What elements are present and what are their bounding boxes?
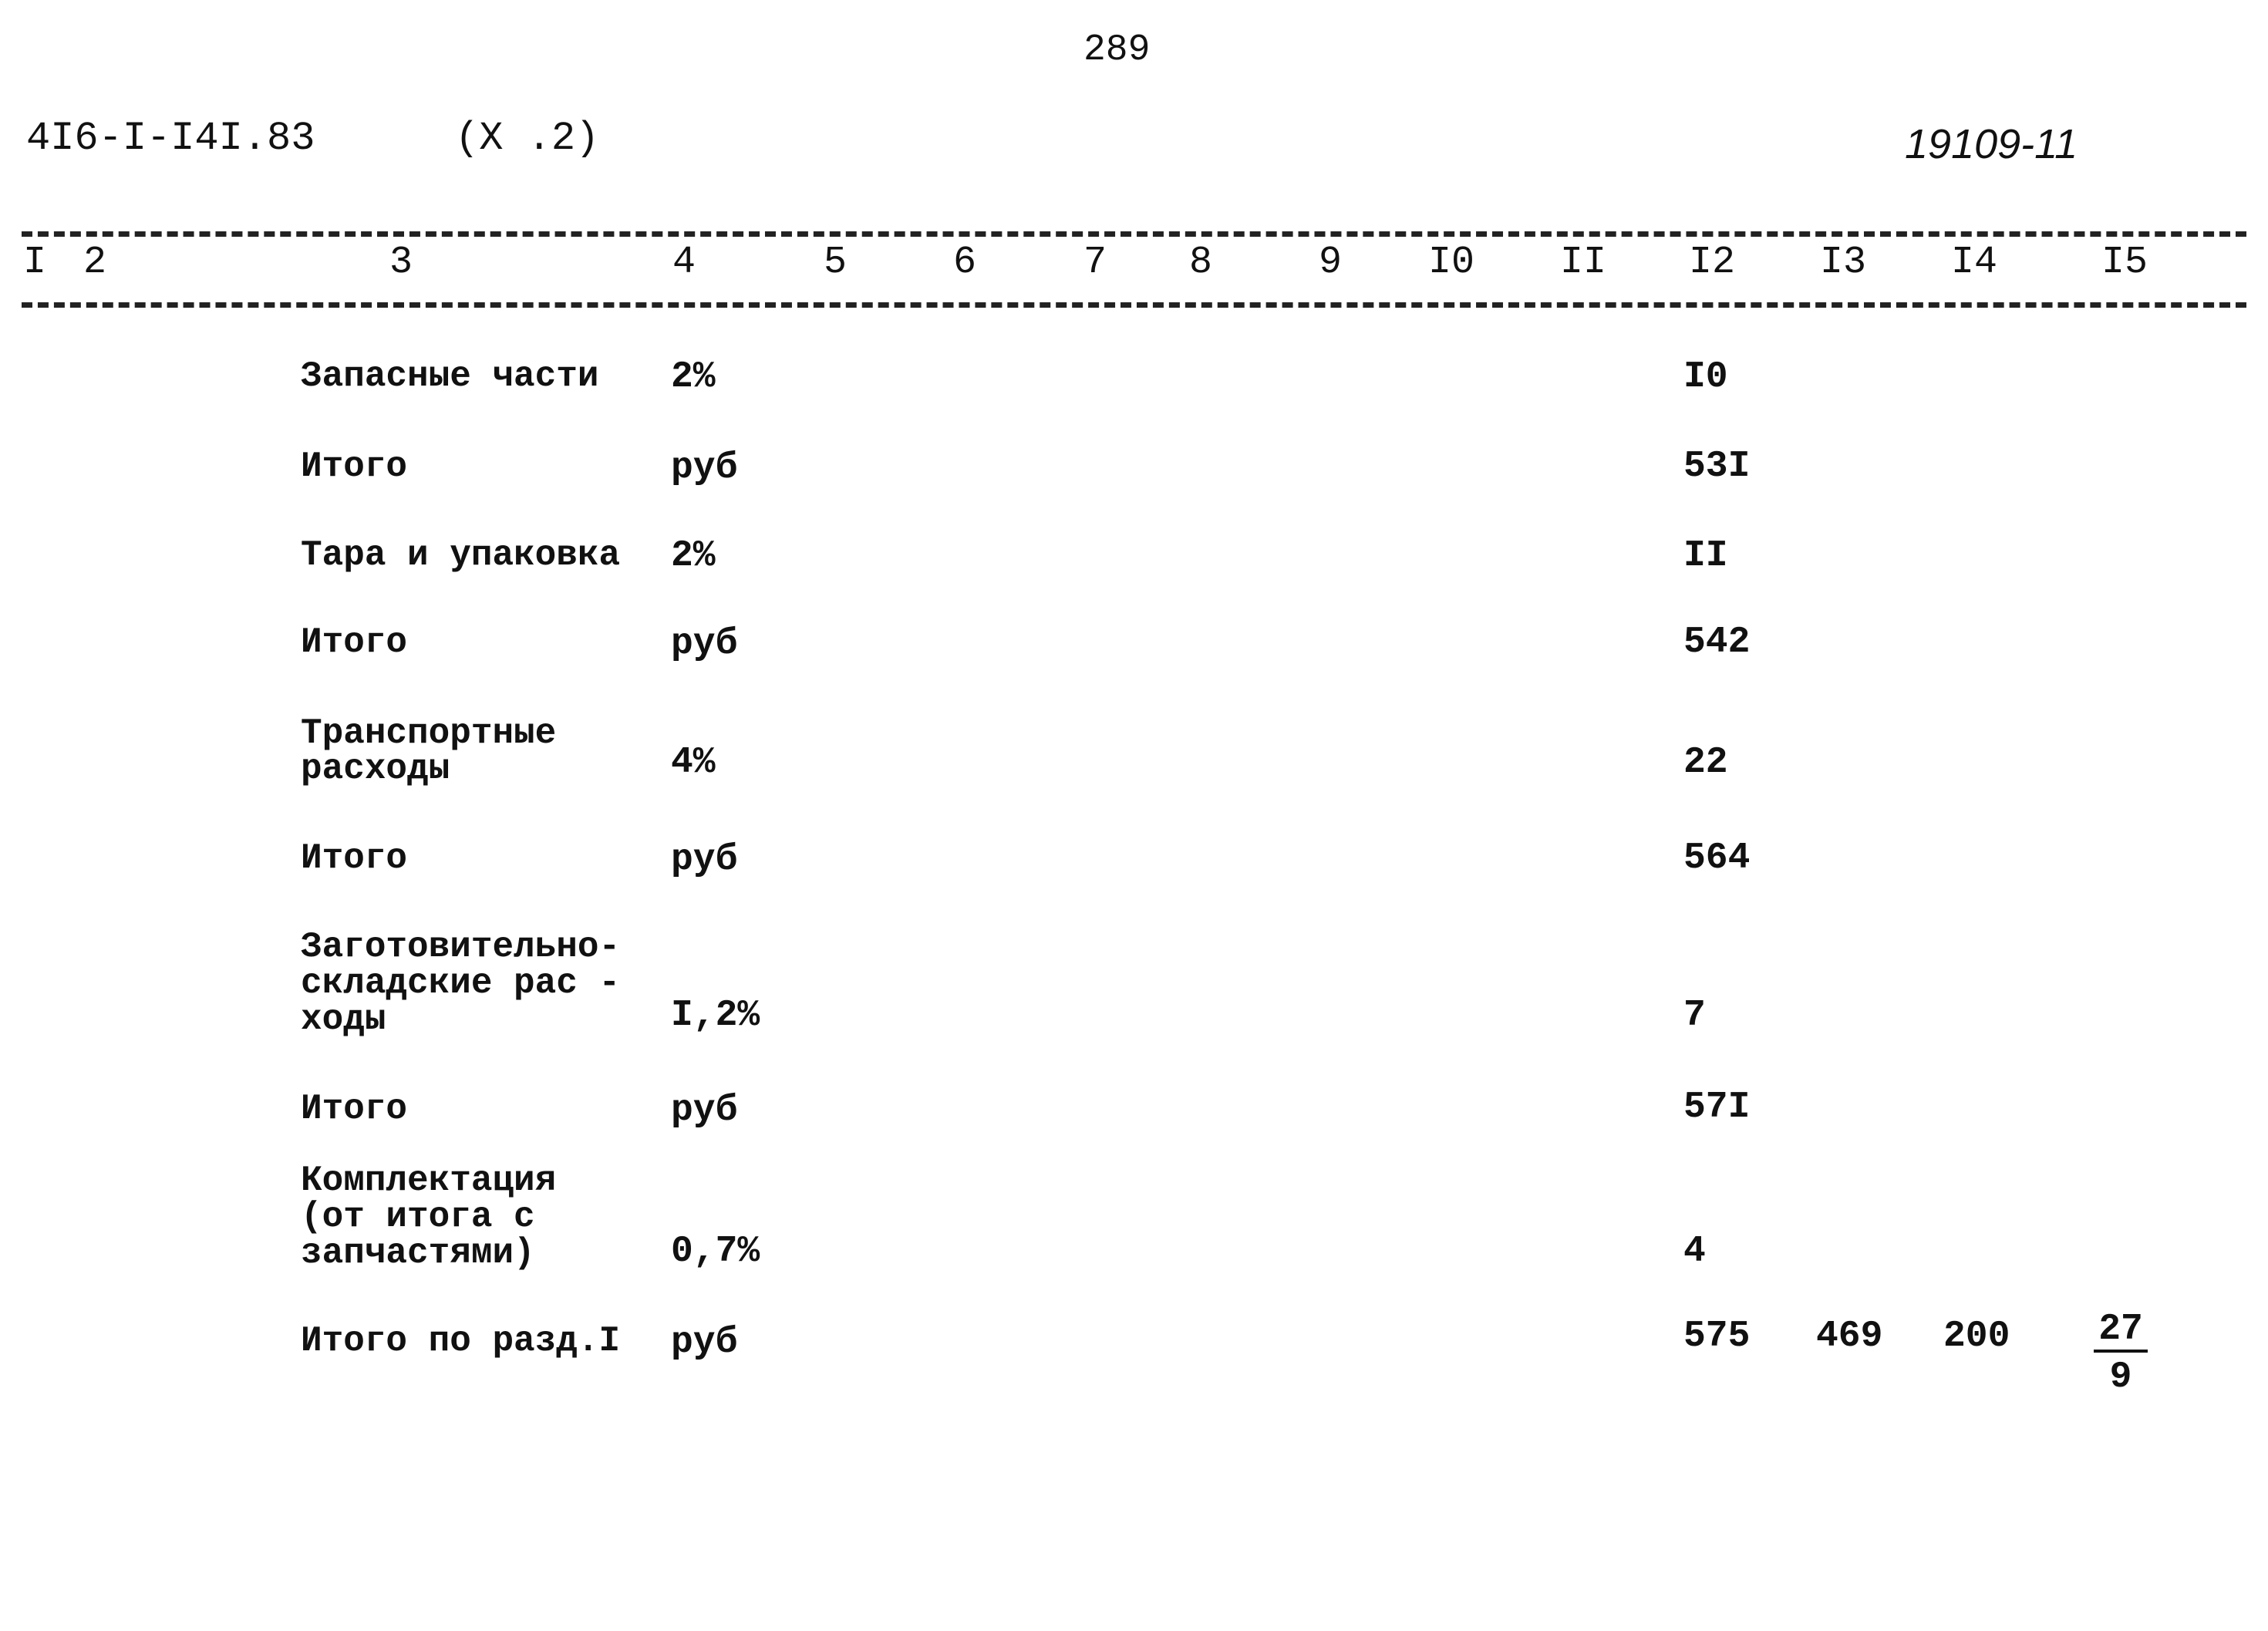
row-value-col12: 57I (1683, 1087, 1751, 1128)
row-label-line: Заготовительно- (301, 927, 621, 967)
row-unit: I,2% (671, 995, 760, 1036)
column-header-12: I2 (1689, 241, 1736, 285)
row-value-col12: 542 (1683, 622, 1751, 663)
row-label-line: запчастями) (301, 1233, 535, 1273)
row-label-line: Транспортные (301, 713, 557, 753)
row-label: Итого (301, 447, 408, 487)
column-header-3: 3 (389, 241, 413, 285)
column-header-13: I3 (1820, 241, 1867, 285)
fraction-numerator: 27 (2094, 1309, 2148, 1353)
row-label-line: расходы (301, 749, 450, 789)
row-value-col12: II (1683, 535, 1728, 577)
row-unit: руб (671, 1322, 738, 1363)
column-header-9: 9 (1319, 241, 1343, 285)
row-value-col15-fraction (2094, 1309, 2148, 1402)
row-label: Итого (301, 622, 408, 662)
row-value-col12: 22 (1683, 742, 1728, 783)
row-unit: руб (671, 1090, 738, 1131)
row-unit: руб (671, 623, 738, 665)
row-value-col12: 575 (1683, 1316, 1751, 1357)
column-header-15: I5 (2101, 241, 2148, 285)
row-value-col14: 200 (1943, 1316, 2010, 1357)
header-top-rule (22, 231, 2246, 237)
column-header-7: 7 (1083, 241, 1107, 285)
row-label-line: складские рас - (301, 963, 621, 1003)
row-value-col12: 4 (1683, 1231, 1706, 1272)
column-header-5: 5 (824, 241, 848, 285)
document-code: 4I6-I-I4I.83 (26, 116, 315, 161)
header-bottom-rule (22, 302, 2246, 308)
row-value-col12: 564 (1683, 837, 1751, 879)
column-header-11: II (1560, 241, 1607, 285)
row-unit: 2% (671, 535, 716, 577)
row-label-line: (от итога с (301, 1197, 535, 1237)
sheet-reference: (X .2) (455, 116, 600, 161)
column-header-6: 6 (953, 241, 977, 285)
column-header-2: 2 (83, 241, 107, 285)
row-label-line: ходы (301, 999, 386, 1040)
section-total-label: Итого по разд.I (301, 1321, 621, 1361)
row-unit: 0,7% (671, 1231, 760, 1272)
row-label: Тара и упаковка (301, 535, 621, 575)
row-unit: 2% (671, 356, 716, 398)
row-label: Итого (301, 838, 408, 878)
row-unit: руб (671, 447, 738, 489)
column-header-14: I4 (1951, 241, 1998, 285)
column-header-10: I0 (1428, 241, 1475, 285)
row-unit: 4% (671, 742, 716, 783)
row-value-col12: I0 (1683, 356, 1728, 398)
row-value-col13: 469 (1816, 1316, 1883, 1357)
column-header-1: I (23, 241, 47, 285)
row-value-col12: 53I (1683, 446, 1751, 487)
row-label-line: Комплектация (301, 1161, 557, 1201)
row-label: Итого (301, 1089, 408, 1129)
page-number: 289 (1083, 29, 1151, 71)
row-unit: руб (671, 839, 738, 881)
inventory-number: 19109-11 (1905, 121, 2078, 167)
row-label: Запасные части (301, 356, 599, 396)
fraction-denominator: 9 (2109, 1356, 2132, 1398)
column-header-4: 4 (672, 241, 696, 285)
row-value-col12: 7 (1683, 995, 1706, 1036)
column-header-8: 8 (1189, 241, 1213, 285)
